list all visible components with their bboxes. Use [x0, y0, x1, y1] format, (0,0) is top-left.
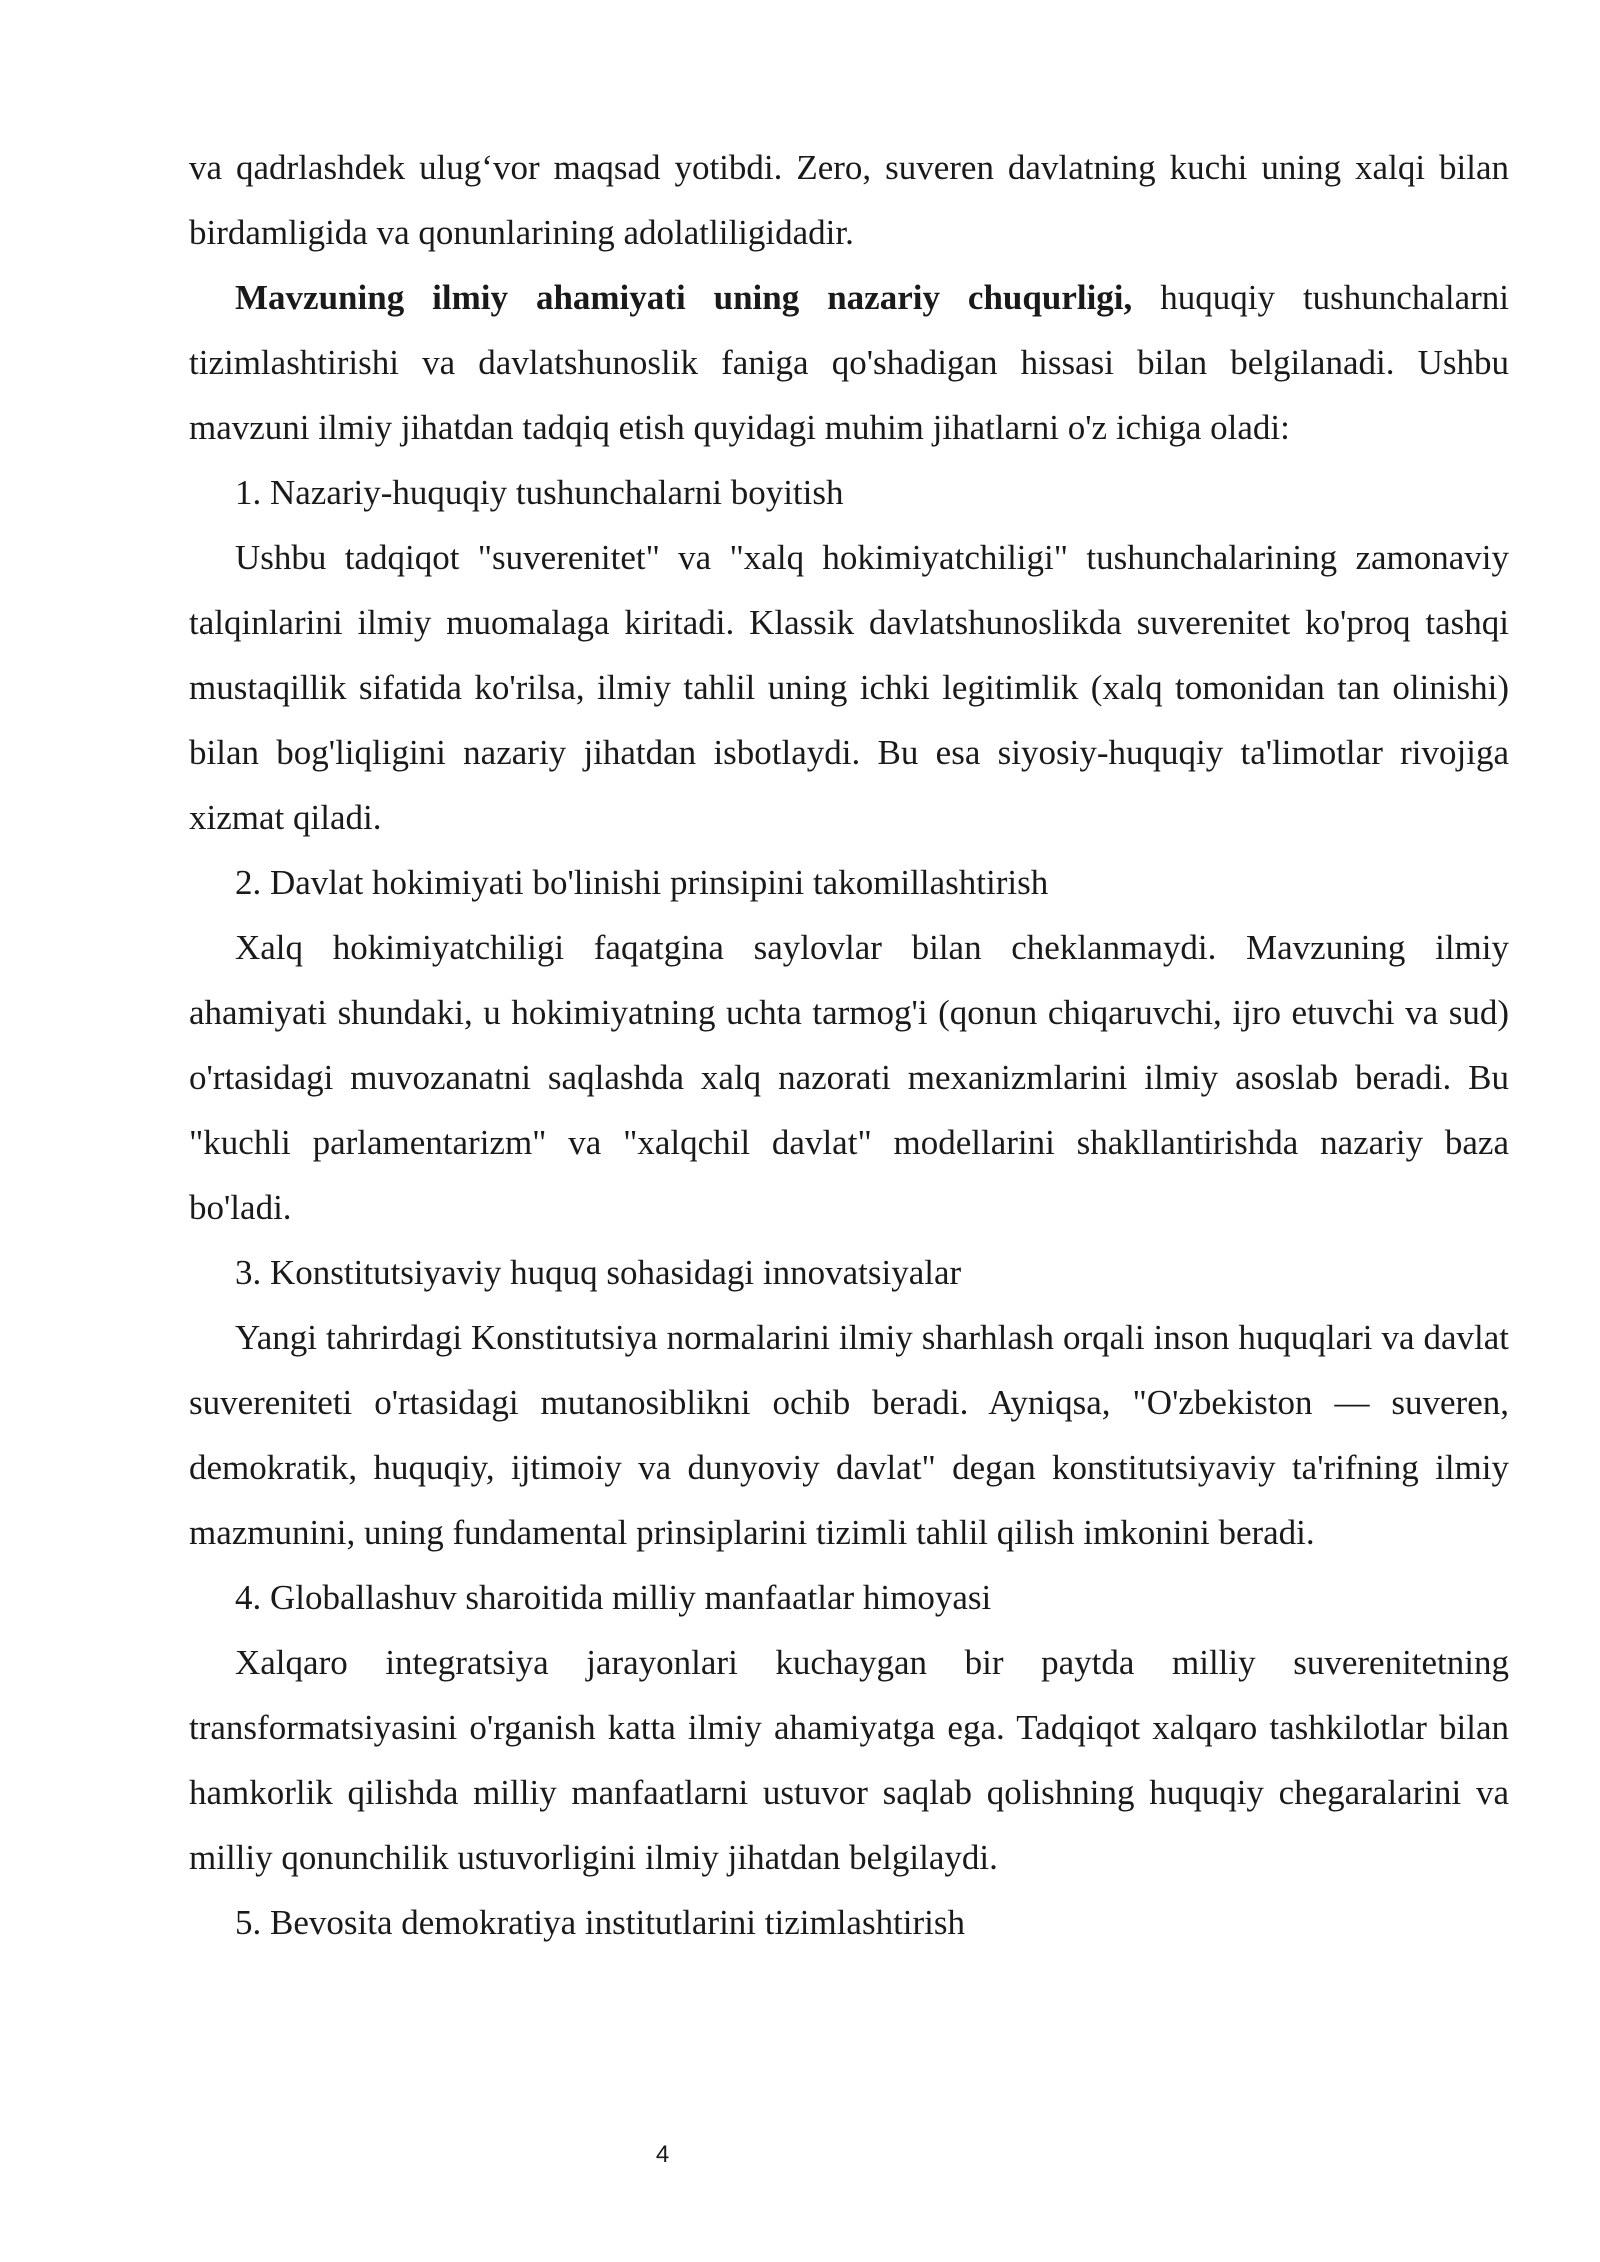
paragraph-section-1: Ushbu tadqiqot "suverenitet" va "xalq hokimiyatchiligi" tushunchalarining zamonaviy talqinlarini ilmiy muomalaga kiritadi. Klassik davlatshunoslikda suverenitet ko'proq tashqi mustaqillik sifatida ko'rilsa, ilmiy tahlil uning ichki legitimlik (xalq tomonidan tan olinishi) bilan bog'liqligini nazariy jihatdan isbotlaydi. Bu esa siyosiy-huquqiy ta'limotlar rivojiga xizmat qiladi.	[189, 538, 1509, 837]
paragraph-text: va qadrlashdek ulug‘vor maqsad yotibdi. Zero, suveren davlatning kuchi uning xalqi bilan birdamligida va qonunlarining adolatliligidadir.	[189, 148, 1509, 252]
paragraph-section-3: Yangi tahrirdagi Konstitutsiya normalarini ilmiy sharhlash orqali inson huquqlari va davlat suvereniteti o'rtasidagi mutanosiblikni ochib beradi. Ayniqsa, "O'zbekiston — suveren, demokratik, huquqiy, ijtimoiy va dunyoviy davlat" degan konstitutsiyaviy ta'rifning ilmiy mazmunini, uning fundamental prinsiplarini tizimli tahlil qilish imkonini beradi.	[189, 1318, 1509, 1552]
section-heading-3: 3. Konstitutsiyaviy huquq sohasidagi innovatsiyalar	[235, 1253, 962, 1292]
section-heading-1: 1. Nazariy-huquqiy tushunchalarni boyitish	[235, 473, 844, 512]
section-heading-4: 4. Globallashuv sharoitida milliy manfaatlar himoyasi	[235, 1578, 992, 1617]
section-heading-2: 2. Davlat hokimiyati bo'linishi prinsipini takomillashtirish	[235, 863, 1049, 902]
paragraph-continuation	[189, 135, 1509, 265]
page-body	[189, 135, 1509, 1955]
paragraph-text: huquqiy tushunchalarni tizimlashtirishi va davlatshunoslik faniga qo'shadigan hissasi bilan belgilanadi. Ushbu mavzuni ilmiy jihatdan tadqiq etish quyidagi muhim jihatlarni o'z ichiga oladi:	[189, 278, 1509, 447]
paragraph-section-4: Xalqaro integratsiya jarayonlari kuchaygan bir paytda milliy suverenitetning transformatsiyasini o'rganish katta ilmiy ahamiyatga ega. Tadqiqot xalqaro tashkilotlar bilan hamkorlik qilishda milliy manfaatlarni ustuvor saqlab qolishning huquqiy chegaralarini va milliy qonunchilik ustuvorligini ilmiy jihatdan belgilaydi.	[189, 1643, 1509, 1877]
paragraph-scientific-significance	[189, 265, 1509, 460]
section-heading-5: 5. Bevosita demokratiya institutlarini tizimlashtirish	[235, 1903, 966, 1942]
paragraph-section-2: Xalq hokimiyatchiligi faqatgina saylovlar bilan cheklanmaydi. Mavzuning ilmiy ahamiyati shundaki, u hokimiyatning uchta tarmog'i (qonun chiqaruvchi, ijro etuvchi va sud) o'rtasidagi muvozanatni saqlashda xalq nazorati mexanizmlarini ilmiy asoslab beradi. Bu "kuchli parlamentarizm" va "xalqchil davlat" modellarini shakllantirishda nazariy baza bo'ladi.	[189, 928, 1509, 1227]
paragraph-bold-lead: Mavzuning ilmiy ahamiyati uning nazariy chuqurligi,	[235, 278, 1133, 317]
page-number: 4	[655, 2141, 670, 2168]
